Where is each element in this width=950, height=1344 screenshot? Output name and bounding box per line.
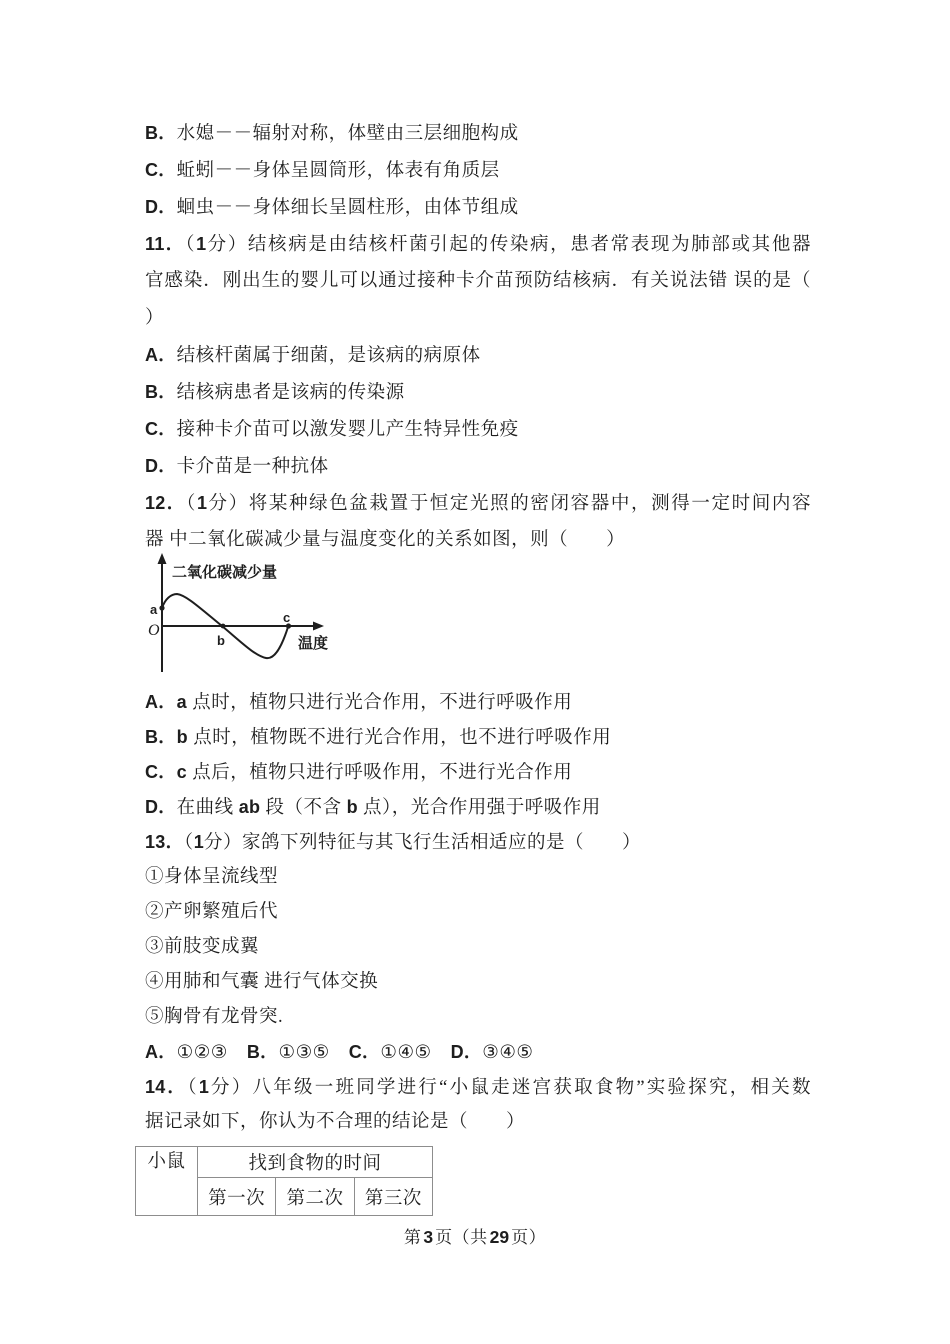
footer-total-pages: 29: [489, 1227, 510, 1247]
q10-option-c: [145, 152, 811, 189]
table-row: [136, 1147, 433, 1178]
q10-option-c-text: C．: [145, 160, 177, 180]
q12-stem-line1-text: （: [186, 494, 198, 514]
table-header-trial-1: 第一次: [198, 1178, 276, 1216]
q12-option-d-text: D．: [145, 797, 177, 817]
q12-option-a-text: A．a: [145, 692, 193, 712]
page-footer: [0, 1224, 950, 1251]
q12-option-d-text: 在曲线: [176, 798, 239, 818]
q11-option-d-text: D．: [145, 456, 177, 476]
table-header-mouse: 小鼠: [136, 1147, 198, 1216]
q14-stem-line1-text: 分）八年级一班同学进行“小鼠走迷宫获取食物”实验探究，相关数: [209, 1078, 811, 1098]
q12-option-d-text: ab: [238, 797, 261, 817]
q12-option-b-text: 点时，植物既不进行光合作用，也不进行呼吸作用: [193, 728, 612, 748]
q11-option-b: [145, 374, 811, 411]
q11-option-d: [145, 448, 811, 485]
q12-option-b-text: B．b: [145, 727, 194, 747]
q14-stem-line1-text: （: [187, 1078, 199, 1098]
x-axis-arrow-icon: [313, 622, 324, 631]
q11-stem-line1: [145, 226, 811, 263]
q12-option-b: [145, 720, 811, 755]
point-a-label: a: [150, 602, 158, 617]
q10-option-b: [145, 115, 811, 152]
q12-option-a: [145, 685, 811, 720]
q12-option-c-text: 点后，植物只进行呼吸作用，不进行光合作用: [192, 763, 573, 783]
q13-answer-options-text: B．: [246, 1042, 279, 1062]
q13-answer-options-text: C．: [348, 1042, 381, 1062]
q14-data-table: [135, 1146, 433, 1216]
q14-stem-line1-text: 1: [198, 1077, 210, 1097]
q13-answer-options-text: A．: [145, 1042, 177, 1062]
q13-item-4-text: ④用肺和气囊 进行气体交换: [145, 972, 379, 992]
table-header-time: 找到食物的时间: [198, 1147, 433, 1178]
q11-option-d-text: 卡介苗是一种抗体: [176, 457, 329, 477]
q14-stem-line2: [145, 1105, 811, 1140]
q12-option-c: [145, 755, 811, 790]
point-b-dot: [221, 624, 226, 629]
q12-stem-line1: [145, 485, 811, 522]
footer-text: 页（共: [435, 1228, 488, 1247]
q10-option-d-text: 蛔虫－－身体细长呈圆柱形，由体节组成: [176, 198, 519, 218]
q13-answer-options: [145, 1035, 811, 1070]
footer-text: 页）: [511, 1228, 547, 1247]
q12-stem-line1-text: 1: [197, 493, 208, 513]
q13-item-5-text: ⑤胸骨有龙骨突.: [145, 1007, 284, 1027]
q11-stem-line1-text: （: [185, 235, 197, 255]
q13-item-2-text: ②产卵繁殖后代: [145, 902, 279, 922]
q13-item-3: [145, 930, 811, 965]
footer-text: 第: [403, 1228, 422, 1247]
chart-x-label: 温度: [298, 636, 329, 652]
q11-option-c-text: 接种卡介苗可以激发婴儿产生特异性免疫: [176, 420, 519, 440]
q13-item-5: [145, 1000, 811, 1035]
q10-option-d: [145, 189, 811, 226]
q13-item-3-text: ③前肢变成翼: [145, 937, 260, 957]
q12-stem-line1-text: 分）将某种绿色盆栽置于恒定光照的密闭容器中，测得一定时间内容: [207, 494, 811, 514]
table-header-trial-3: 第三次: [354, 1178, 432, 1216]
q13-stem-text: 1: [193, 832, 204, 852]
q10-option-b-text: 水媳－－辐射对称，体壁由三层细胞构成: [176, 124, 519, 144]
q14-stem-line1-text: 14．: [145, 1077, 188, 1097]
q13-answer-options-text: ①②③: [176, 1043, 247, 1063]
question-lines-top: [145, 115, 811, 559]
q13-item-2: [145, 895, 811, 930]
q13-answer-options-text: ①④⑤: [380, 1043, 451, 1063]
q11-stem-line2-text: 官感染．刚出生的婴儿可以通过接种卡介苗预防结核病．有关说法错 误的是（: [145, 271, 811, 291]
chart-y-title: 二氧化碳减少量: [172, 565, 278, 581]
q11-stem-line1-text: 11．: [145, 234, 186, 254]
table-header-trial-2: 第二次: [276, 1178, 354, 1216]
q13-answer-options-text: ③④⑤: [482, 1043, 534, 1063]
q11-option-b-text: B．: [145, 382, 177, 402]
q12-option-d: [145, 790, 811, 825]
co2-temperature-chart: [148, 552, 428, 684]
q13-item-4: [145, 965, 811, 1000]
q12-chart: [145, 559, 811, 685]
footer-page-number: 3: [423, 1227, 434, 1247]
q14-stem-line1: [145, 1070, 811, 1105]
point-c-label: c: [283, 610, 291, 625]
q11-stem-line3-text: ）: [145, 308, 165, 328]
q11-stem-line1-text: 分）结核病是由结核杆菌引起的传染病，患者常表现为肺部或其他器: [206, 235, 811, 255]
q13-answer-options-text: ①③⑤: [278, 1043, 349, 1063]
q13-stem-text: （: [183, 833, 194, 853]
q10-option-c-text: 蚯蚓－－身体呈圆筒形，体表有角质层: [176, 161, 500, 181]
y-axis-arrow-icon: [158, 553, 167, 564]
q12-stem-line2-text: 器 中二氧化碳减少量与温度变化的关系如图，则（ ）: [145, 530, 626, 550]
q12-option-c-text: C．c: [145, 762, 193, 782]
q11-option-a-text: 结核杆菌属于细菌，是该病的病原体: [176, 346, 481, 366]
point-a-dot: [159, 605, 164, 610]
q12-option-d-text: b: [346, 797, 358, 817]
q13-item-1: [145, 860, 811, 895]
question-lines-bottom: [145, 685, 811, 1140]
q11-stem-line1-text: 1: [196, 234, 207, 254]
q11-option-b-text: 结核病患者是该病的传染源: [176, 383, 405, 403]
q14-stem-line2-text: 据记录如下，你认为不合理的结论是（ ）: [145, 1112, 526, 1132]
origin-label: O: [148, 622, 160, 639]
q11-option-c-text: C．: [145, 419, 177, 439]
q12-option-a-text: 点时，植物只进行光合作用，不进行呼吸作用: [192, 693, 573, 713]
q13-item-1-text: ①身体呈流线型: [145, 867, 279, 887]
q11-option-a-text: A．: [145, 345, 177, 365]
q10-option-d-text: D．: [145, 197, 177, 217]
q11-stem-line3: [145, 300, 811, 337]
q13-answer-options-text: D．: [450, 1042, 483, 1062]
q12-option-d-text: 点），光合作用强于呼吸作用: [357, 798, 601, 818]
q12-stem-line1-text: 12．: [145, 493, 187, 513]
point-b-label: b: [217, 633, 225, 648]
q13-stem-text: 13．: [145, 832, 184, 852]
q12-option-d-text: 段（不含: [260, 798, 347, 818]
exam-content: [145, 115, 811, 1216]
q13-stem: [145, 825, 811, 860]
q11-stem-line2: [145, 263, 811, 300]
q11-option-a: [145, 337, 811, 374]
q11-option-c: [145, 411, 811, 448]
q13-stem-text: 分）家鸽下列特征与其飞行生活相适应的是（ ）: [204, 833, 642, 853]
q10-option-b-text: B．: [145, 123, 177, 143]
